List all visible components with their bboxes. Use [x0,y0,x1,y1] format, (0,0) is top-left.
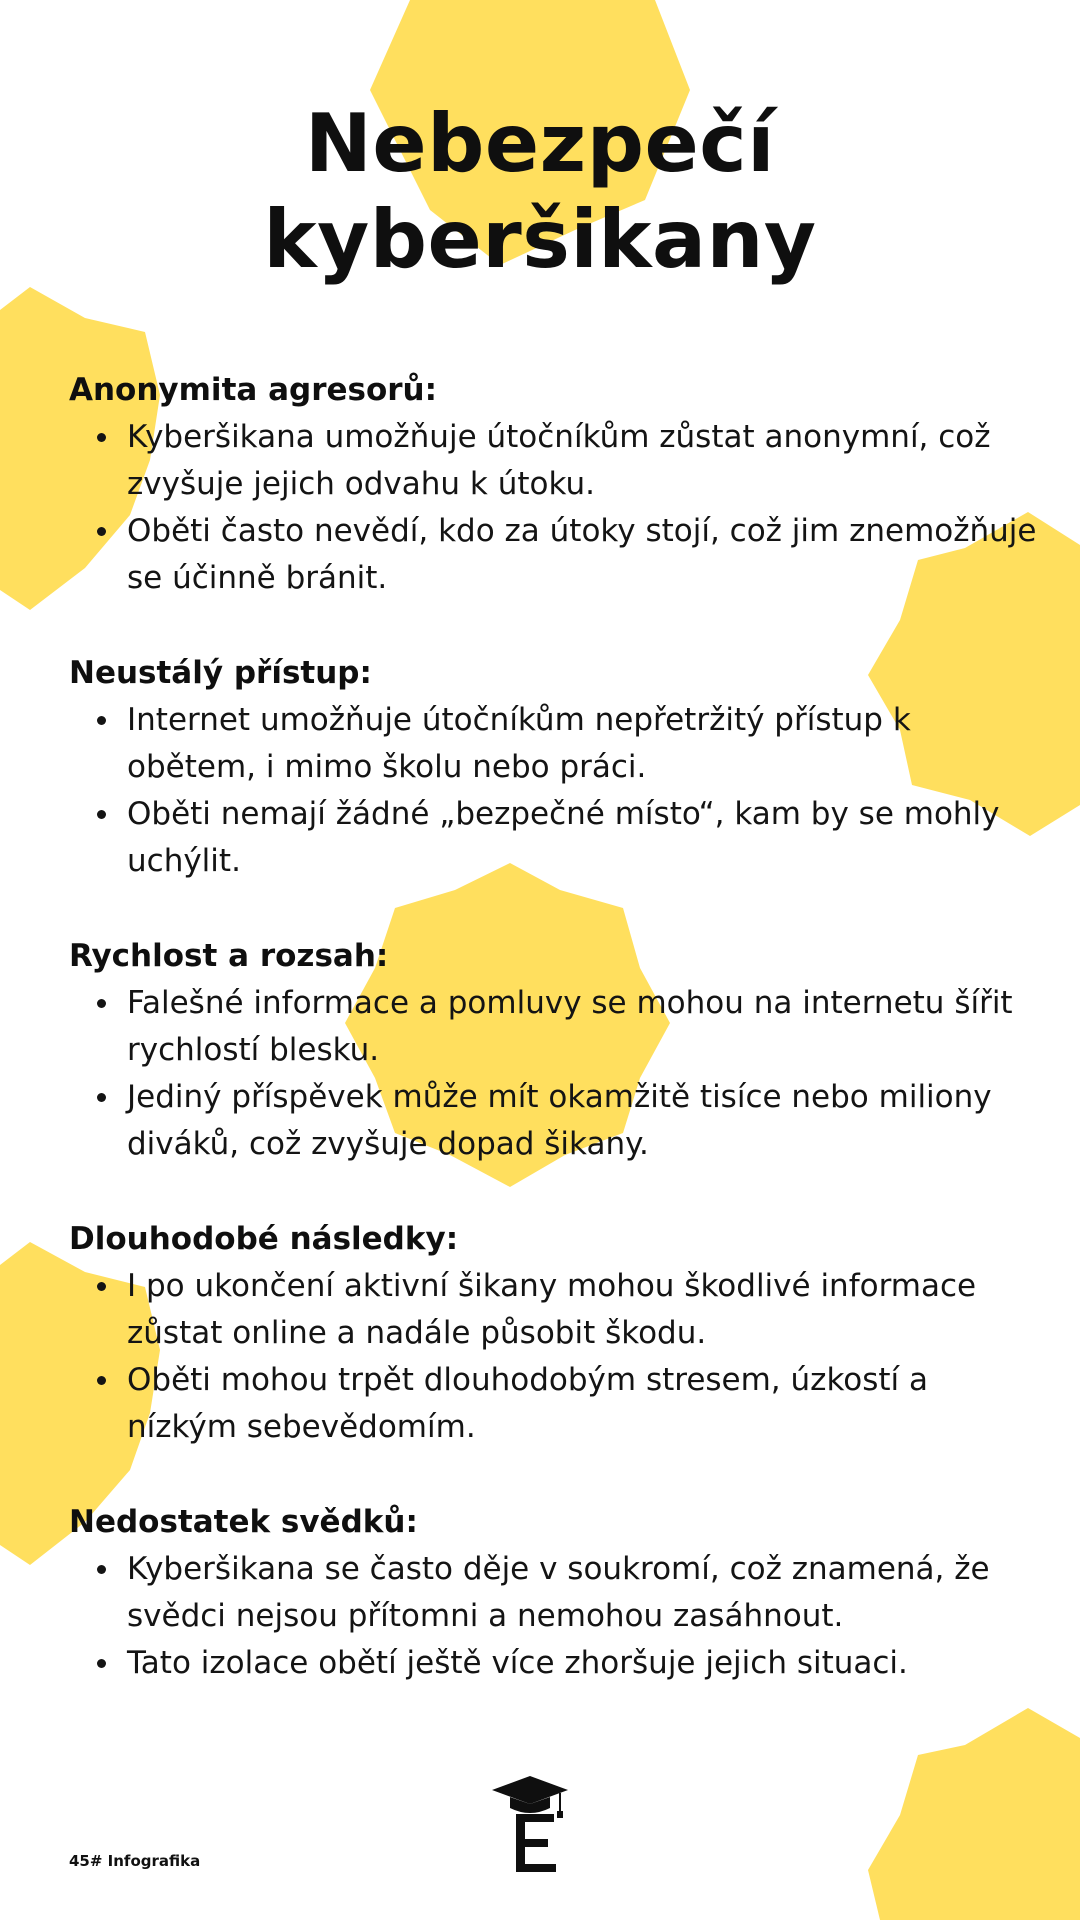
bullet-item: Falešné informace a pomluvy se mohou na internetu šířit rychlostí blesku. [69,980,1039,1074]
bullet-item: Tato izolace obětí ještě více zhoršuje jejich situaci. [69,1640,1039,1687]
page-title [0,96,1080,288]
bullet-item: Kyberšikana se často děje v soukromí, což znamená, že svědci nejsou přítomni a nemohou zasáhnout. [69,1546,1039,1640]
section-heading: Rychlost a rozsah: [69,938,389,974]
section-long-term-effects [69,1215,1039,1451]
bullet-list [69,1546,1039,1687]
bullet-item: Jediný příspěvek může mít okamžitě tisíce nebo miliony diváků, což zvyšuje dopad šikany. [69,1074,1039,1168]
section-speed-reach [69,932,1039,1168]
bullet-list [69,414,1039,602]
bullet-item: Oběti často nevědí, kdo za útoky stojí, což jim znemožňuje se účinně bránit. [69,508,1039,602]
bullet-list [69,980,1039,1168]
sections-list [69,366,1039,1734]
section-heading: Anonymita agresorů: [69,372,438,408]
title-line-1: Nebezpečí [304,97,776,190]
bullet-item: I po ukončení aktivní šikany mohou škodlivé informace zůstat online a nadále působit škodu. [69,1263,1039,1357]
bullet-item: Internet umožňuje útočníkům nepřetržitý přístup k obětem, i mimo školu nebo práci. [69,697,1039,791]
section-heading: Dlouhodobé následky: [69,1221,459,1257]
bullet-list [69,1263,1039,1451]
bullet-item: Oběti nemají žádné „bezpečné místo“, kam by se mohly uchýlit. [69,791,1039,885]
bullet-list [69,697,1039,885]
section-heading: Neustálý přístup: [69,655,372,691]
title-line-2: kyberšikany [263,193,817,286]
section-lack-of-witnesses [69,1498,1039,1687]
section-anonymity [69,366,1039,602]
bullet-item: Kyberšikana umožňuje útočníkům zůstat anonymní, což zvyšuje jejich odvahu k útoku. [69,414,1039,508]
bullet-item: Oběti mohou trpět dlouhodobým stresem, úzkostí a nízkým sebevědomím. [69,1357,1039,1451]
footer-label: 45# Infografika [69,1852,201,1870]
section-heading: Nedostatek svědků: [69,1504,418,1540]
section-constant-access [69,649,1039,885]
graduation-cap-e-logo-icon [490,1768,570,1876]
